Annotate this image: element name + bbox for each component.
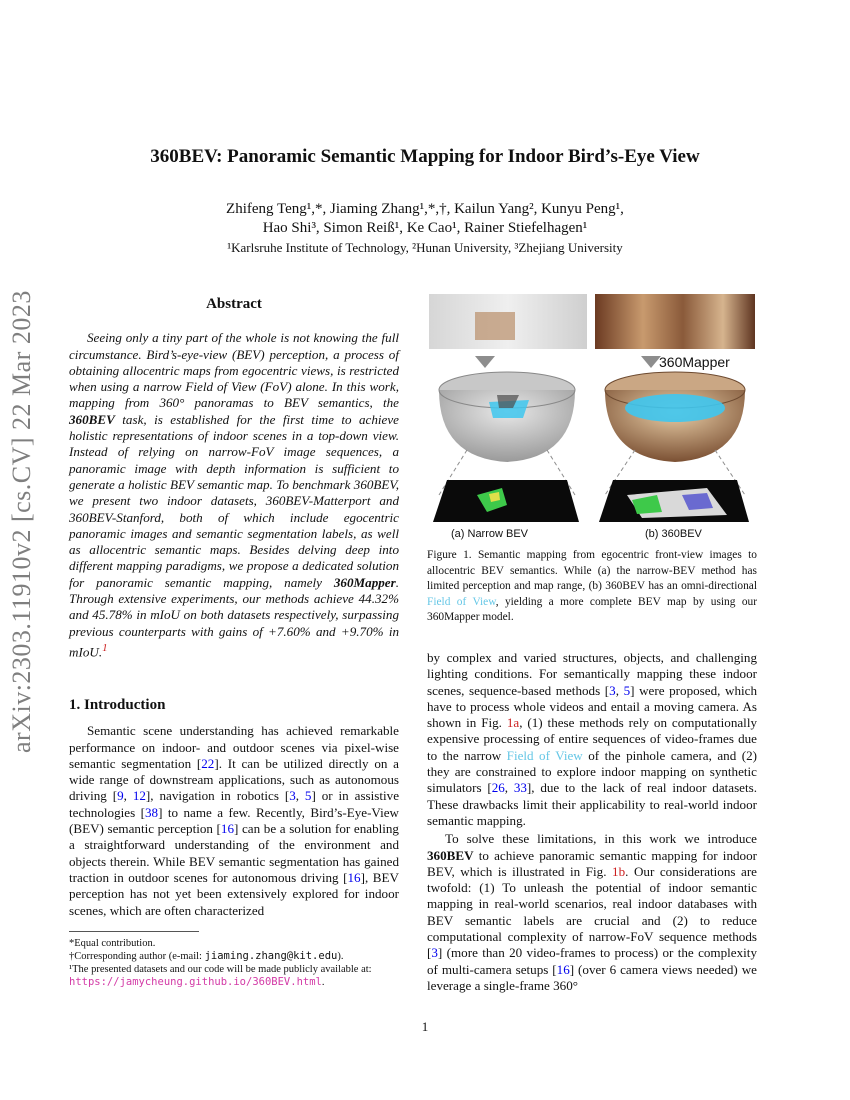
citation-link[interactable]: 5 [304,788,312,804]
text-run: of the pinhole camera, and (2) they are constrained to explore indoor mapping on synthetic simulators [ [427,747,757,796]
citation-link[interactable]: 22 [201,755,215,771]
email-address[interactable]: jiaming.zhang@kit.edu [204,950,338,962]
abstract-part: Seeing only a tiny part of the whole is not knowing the full circumstance. Bird’s-eye-view (BEV) perception, a process of obtaining allocentric maps from egocentric views, is restricted when using a narrow Field of View (FoV) alone. In this work, mapping from 360° panoramas to BEV semantics, the [69,330,399,411]
text-run: ], BEV perception has not yet been extensively explored for indoor scenes, which are often characterized [69,869,399,918]
text-run: ] to name a few. Recently, Bird’s-Eye-View (BEV) semantic perception [ [69,804,399,837]
abstract-heading: Abstract [206,296,262,312]
text-run: ). [337,951,344,962]
affiliations: ¹Karlsruhe Institute of Technology, ²Hunan University, ³Zhejiang University [227,240,623,255]
abstract-text [69,330,399,660]
text-run: ] can be a solution for enabling a straightforward understanding of the environment and objects therein. While BEV semantic segmentation has gained traction in outdoor scenes for autonomous driving [ [69,821,399,885]
glossary-link[interactable]: Field of View [427,595,496,608]
citation-link[interactable]: 16 [347,869,361,885]
right-column-text [427,650,757,994]
authors-line-2: Hao Shi³, Simon Reiß¹, Ke Cao¹, Rainer Stiefelhagen¹ [262,220,588,236]
text-run: ]. It can be utilized directly on a wide range of downstream applications, such as autonomous driving [ [69,755,399,804]
text-run: , [123,788,133,804]
figure-link[interactable]: 1b [612,863,626,879]
intro-paragraph [69,723,399,919]
label-360bev: (b) 360BEV [645,528,702,540]
figure-1-illustration [427,290,757,540]
text-run: , [615,682,624,698]
footnote-rule [69,931,199,932]
footnote-marker[interactable]: 1 [102,641,108,654]
paragraph [427,831,757,994]
citation-link[interactable]: 3 [431,945,438,961]
intro-heading: 1. Introduction [69,697,166,713]
authors-line-1: Zhifeng Teng¹,*, Jiaming Zhang¹,*,†, Kailun Yang², Kunyu Peng¹, [226,201,624,217]
page-number: 1 [421,1019,429,1034]
footnote-corresponding [69,950,399,963]
text-run: †Corresponding author (e-mail: [69,951,205,962]
arrow-down-icon [641,356,661,368]
text-run: Figure 1. Semantic mapping from egocentric front-view images to allocentric BEV semantics. While (a) the narrow-BEV method has limited perception and map range, (b) 360BEV has an omni-directional [427,549,757,592]
arxiv-stamp: arXiv:2303.11910v2 [cs.CV] 22 Mar 2023 [7,290,36,754]
text-run: , (1) these methods rely on computationally expensive processing of entire sequences of video-frames due to the narrow [427,715,758,763]
citation-link[interactable]: 33 [513,780,527,796]
citation-link[interactable]: 3 [289,788,296,804]
footnote-equal: *Equal contribution. [69,938,156,949]
citation-link[interactable]: 5 [623,682,631,698]
abstract-section [69,296,399,661]
text-run: by complex and varied structures, objects, and challenging lighting conditions. For semantically mapping these indoor scenes, sequence-based methods [ [427,650,757,698]
text-run: ], due to the lack of real indoor datasets. These drawbacks limit their applicability to real-world indoor semantic mapping. [427,780,757,828]
abstract-part: task, is established for the first time to achieve holistic representations of indoor scenes in a top-down view. Instead of relying on narrow-FoV image sequences, a panoramic image with depth information is sufficient to generate a holistic BEV semantic map. To benchmark 360BEV, we present two indoor datasets, 360BEV-Matterport and 360BEV-Stanford, both of which include egocentric panoramic images and semantic segmentation labels, as well as allocentric semantic maps. Besides delving deep into different mapping paradigms, we propose a dedicated solution for panoramic semantic mapping, namely [69,411,399,590]
text-run: , [504,780,514,796]
citation-link[interactable]: 9 [117,788,124,804]
figure-1-caption [427,548,757,626]
figure-link[interactable]: 1a [506,715,520,731]
footnote-code [69,963,399,989]
paragraph [427,650,757,829]
figure-1 [427,290,757,540]
text-run: Semantic scene understanding has achieved remarkable performance on indoor- and outdoor scenes via pixel-wise semantic segmentation [ [69,723,399,771]
abstract-bold-360mapper: 360Mapper [333,574,396,590]
text-run: to achieve panoramic semantic mapping for indoor BEV, which is illustrated in Fig. [427,847,757,879]
footnotes [69,937,399,989]
citation-link[interactable]: 12 [132,788,146,804]
text-run: ¹The presented datasets and our code will be made publicly available at: [69,964,372,975]
text-run: ] (more than 20 video-frames to process) or the complexity of multi-camera setups [ [427,945,757,977]
abstract-bold-360bev: 360BEV [69,411,115,427]
citation-link[interactable]: 3 [609,682,616,698]
paper-title: 360BEV: Panoramic Semantic Mapping for Indoor Bird’s-Eye View [150,146,700,167]
text-run: , [295,788,305,804]
project-url-link[interactable]: https://jamycheung.github.io/360BEV.html [69,976,322,988]
citation-link[interactable]: 16 [556,961,570,977]
text-run: . Our considerations are twofold: (1) To unleash the potential of indoor semantic mapping in real-world scenarios, real indoor databases with BEV semantic labels are crucial and (2) to reduce computational complexity of narrow-FoV sequence methods [ [427,863,757,961]
text-run: . [321,977,325,988]
text-run: ] were proposed, which have to process whole videos and entail a moving camera. As shown in Fig. [427,682,757,731]
abstract-part: . Through extensive experiments, our methods achieve 44.32% and 45.78% in mIoU on both datasets respectively, surpassing previous counterparts with gains of +7.60% and +9.70% in mIoU. [69,574,399,660]
glossary-link[interactable]: Field of View [506,747,583,763]
panorama-color [595,294,755,349]
text-run: ], navigation in robotics [ [145,788,290,804]
text-run: ] (over 6 camera views needed) we leverage a single-frame 360° [427,961,757,993]
bev-map-narrow [433,480,579,522]
text-run: To solve these limitations, in this work we introduce [445,831,757,847]
citation-link[interactable]: 38 [144,804,159,820]
author-list [0,200,850,238]
introduction-section [69,697,399,919]
label-narrow-bev: (a) Narrow BEV [451,528,529,540]
text-run: ] or in assistive technologies [ [69,788,400,820]
citation-link[interactable]: 26 [491,780,505,796]
arrow-down-icon [475,356,495,368]
citation-link[interactable]: 16 [220,821,235,837]
bold-term: 360BEV [427,847,474,863]
label-360mapper: 360Mapper [659,354,730,370]
text-run: , yielding a more complete BEV map by using our 360Mapper model. [427,595,757,623]
